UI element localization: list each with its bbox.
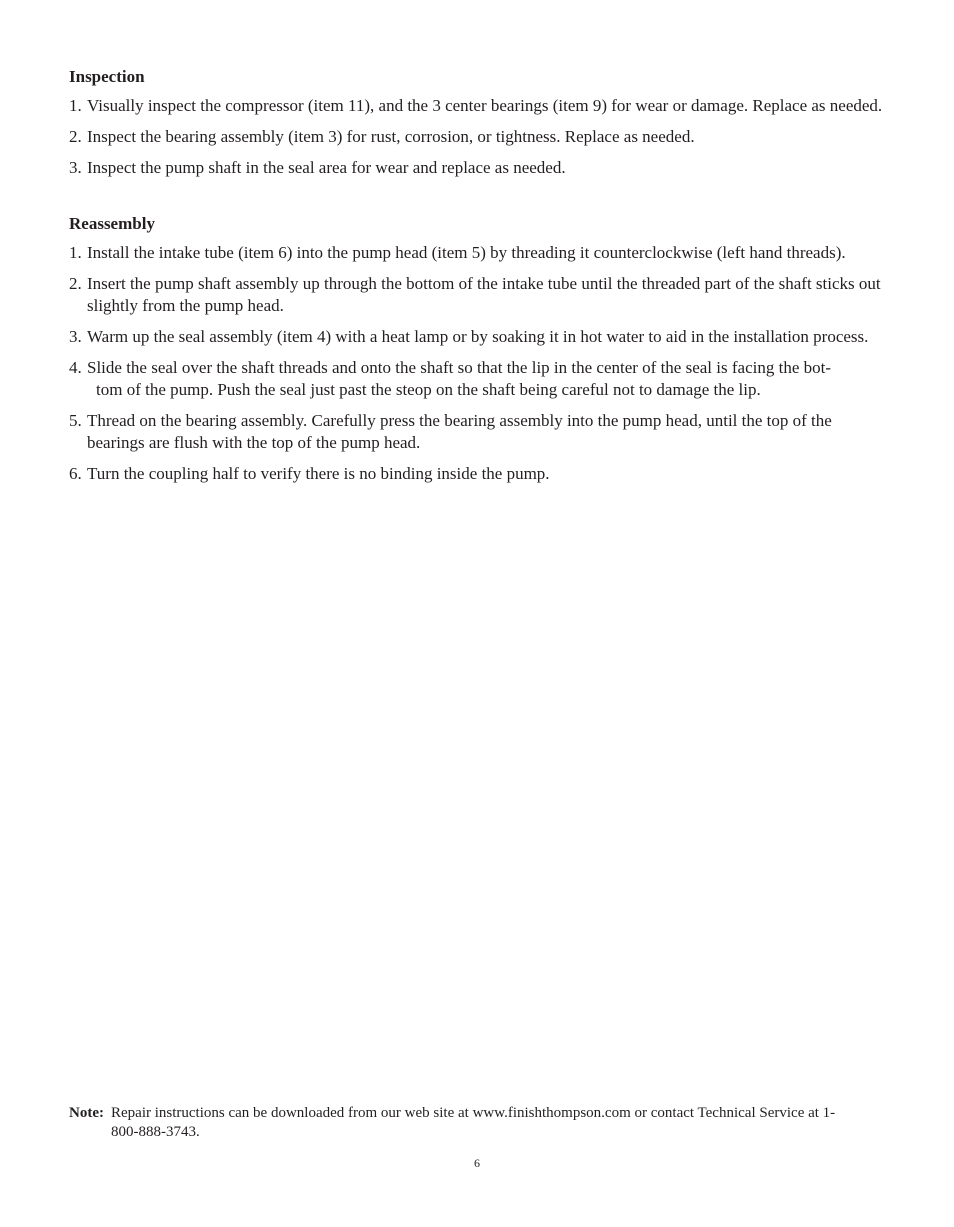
step-text: Inspect the bearing assembly (item 3) for rust, corrosion, or tightness. Replace as needed. — [87, 127, 695, 146]
step-text: Inspect the pump shaft in the seal area for wear and replace as needed. — [87, 158, 566, 177]
reassembly-step-6 — [69, 463, 889, 485]
step-number: 6. — [69, 464, 82, 483]
step-number: 3. — [69, 327, 82, 346]
reassembly-steps — [69, 242, 889, 485]
step-text: Insert the pump shaft assembly up through the bottom of the intake tube until the threaded part of the shaft sticks out slightly from the pump head. — [87, 274, 881, 315]
reassembly-step-3 — [69, 326, 889, 348]
step-text: Turn the coupling half to verify there is no binding inside the pump. — [87, 464, 550, 483]
inspection-step-1 — [69, 95, 889, 117]
inspection-heading: Inspection — [69, 67, 145, 86]
step-number: 3. — [69, 158, 82, 177]
step-text-line-2: tom of the pump. Push the seal just past the steop on the shaft being careful not to damage the lip. — [96, 380, 761, 399]
inspection-section — [69, 66, 889, 179]
step-number: 2. — [69, 274, 82, 293]
step-number: 4. — [69, 358, 82, 377]
document-body — [69, 66, 889, 494]
repair-note — [69, 1104, 849, 1142]
inspection-step-3 — [69, 157, 889, 179]
step-number: 2. — [69, 127, 82, 146]
step-text: Install the intake tube (item 6) into the pump head (item 5) by threading it counterclockwise (left hand threads). — [87, 243, 846, 262]
reassembly-step-5 — [69, 410, 889, 454]
step-text-line-1: Slide the seal over the shaft threads and onto the shaft so that the lip in the center of the seal is facing the bot- — [87, 358, 831, 377]
reassembly-step-2 — [69, 273, 889, 317]
note-text: Repair instructions can be downloaded from our web site at www.finishthompson.com or contact Technical Service at 1-800-888-3743. — [111, 1105, 836, 1140]
step-number: 1. — [69, 96, 82, 115]
step-text: Thread on the bearing assembly. Carefully press the bearing assembly into the pump head, until the top of the bearings are flush with the top of the pump head. — [87, 411, 832, 452]
step-text: Visually inspect the compressor (item 11), and the 3 center bearings (item 9) for wear or damage. Replace as needed. — [87, 96, 883, 115]
inspection-steps — [69, 95, 889, 179]
reassembly-step-4 — [69, 357, 889, 401]
reassembly-heading: Reassembly — [69, 214, 155, 233]
note-label: Note: — [69, 1105, 104, 1121]
page-number: 6 — [474, 1156, 480, 1170]
reassembly-step-1 — [69, 242, 889, 264]
step-text — [87, 358, 831, 399]
inspection-step-2 — [69, 126, 889, 148]
step-number: 1. — [69, 243, 82, 262]
step-text: Warm up the seal assembly (item 4) with a heat lamp or by soaking it in hot water to aid in the installation process. — [87, 327, 869, 346]
reassembly-section — [69, 213, 889, 485]
step-number: 5. — [69, 411, 82, 430]
